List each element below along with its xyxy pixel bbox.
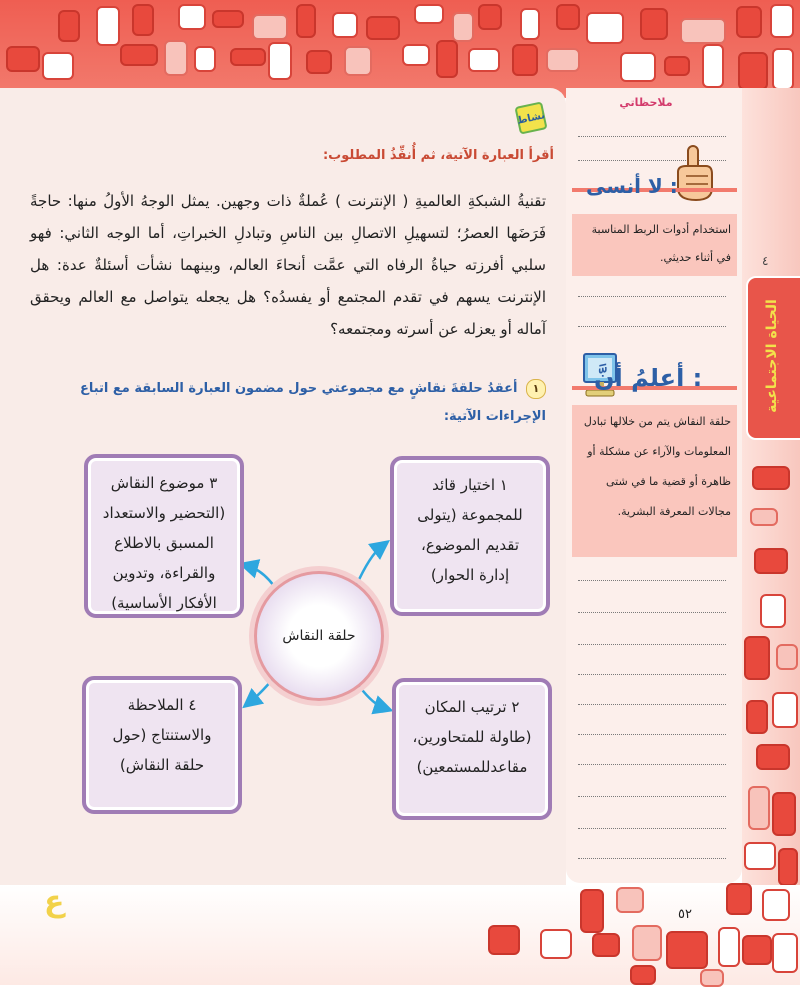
note-line (578, 704, 726, 705)
dont-forget-header (572, 168, 737, 206)
note-line (578, 828, 726, 829)
task-number-badge: ١ (526, 379, 546, 399)
note-line (578, 796, 726, 797)
diagram-box-2 (392, 678, 552, 820)
note-line (578, 674, 726, 675)
footer-pattern (0, 885, 800, 985)
diagram-center-circle (254, 571, 384, 701)
box-2-text: ترتيب المكان (طاولة للمتحاورين، مقاعدللمستمعين) (412, 698, 532, 776)
dont-forget-title: لا أنسى : (586, 174, 678, 198)
i-know-header (572, 358, 737, 404)
diagram-box-1 (390, 456, 550, 616)
diagram-center-label: حلقة النقاش (282, 628, 356, 644)
box-3-number: ٣ (209, 474, 218, 492)
activity-badge: نشاط (514, 101, 547, 134)
chapter-number: ٤ (762, 254, 769, 268)
chapter-label: الحياة الاجتماعية (764, 299, 780, 413)
note-line (578, 734, 726, 735)
instruction-heading: أقرأ العبارة الآتية، ثم أُنفِّذُ المطلوب: (322, 148, 554, 163)
note-line (578, 326, 726, 327)
note-line (578, 612, 726, 613)
box-1-text: اختيار قائد للمجموعة (يتولى تقديم الموضوع، إدارة الحوار) (417, 476, 523, 584)
box-4-number: ٤ (188, 696, 197, 714)
header-pattern (0, 0, 800, 98)
box-4-text: الملاحظة والاستنتاج (حول حلقة النقاش) (112, 696, 212, 774)
pointing-hand-icon (672, 144, 716, 204)
i-know-title: أعلمُ أنَّ : (594, 364, 703, 392)
i-know-text: حلقة النقاش يتم من خلالها تبادل المعلومات والآراء عن مشكلة أو ظاهرة أو قضية ما في شتى مجالات المعرفة البشرية. (572, 405, 737, 557)
page-number: ٥٢ (678, 907, 692, 922)
diagram-box-3 (84, 454, 244, 618)
publisher-logo-icon: ع (44, 884, 65, 919)
notes-title: ملاحظاتي (619, 96, 673, 109)
note-line (578, 296, 726, 297)
task-prompt (30, 375, 546, 431)
box-1-number: ١ (499, 476, 508, 494)
note-line (578, 580, 726, 581)
right-edge-band (742, 88, 800, 985)
note-line (578, 858, 726, 859)
note-line (578, 644, 726, 645)
note-line (578, 764, 726, 765)
dont-forget-text: استخدام أدوات الربط المناسبة في أثناء حديثي. (572, 214, 737, 276)
diagram-box-4 (82, 676, 242, 814)
task-text: أعقدُ حلقةَ نقاشٍ مع مجموعتي حول مضمون العبارة السابقة مع اتباع الإجراءات الآتية: (79, 381, 546, 424)
note-line (578, 136, 726, 137)
box-2-number: ٢ (511, 698, 520, 716)
box-3-text: موضوع النقاش (التحضير والاستعداد المسبق بالاطلاع والقراءة، وتدوين الأفكار الأساسية) (102, 474, 226, 612)
reading-paragraph: تقنيةُ الشبكةِ العالميةِ ( الإنترنت ) عُملةٌ ذات وجهين. يمثل الوجهُ الأولُ منها: حاجةً فَرَضَها العصرُ؛ لتسهيلِ الاتصالِ بين الناسِ وتبادلِ الخبراتِ، أما الوجه الثاني: فهو سلبي أفرزته حياةُ الرفاه التي عمَّت أنحاءَ العالم، وبينهما نشأت أسئلةٌ عدة: هل الإنترنت يسهم في تقدم المجتمع أو يفسدُه؟ هل يجعله يتواصل مع العالم ويحقق آماله أو يعزله عن أسرته ومجتمعه؟ (30, 192, 546, 338)
